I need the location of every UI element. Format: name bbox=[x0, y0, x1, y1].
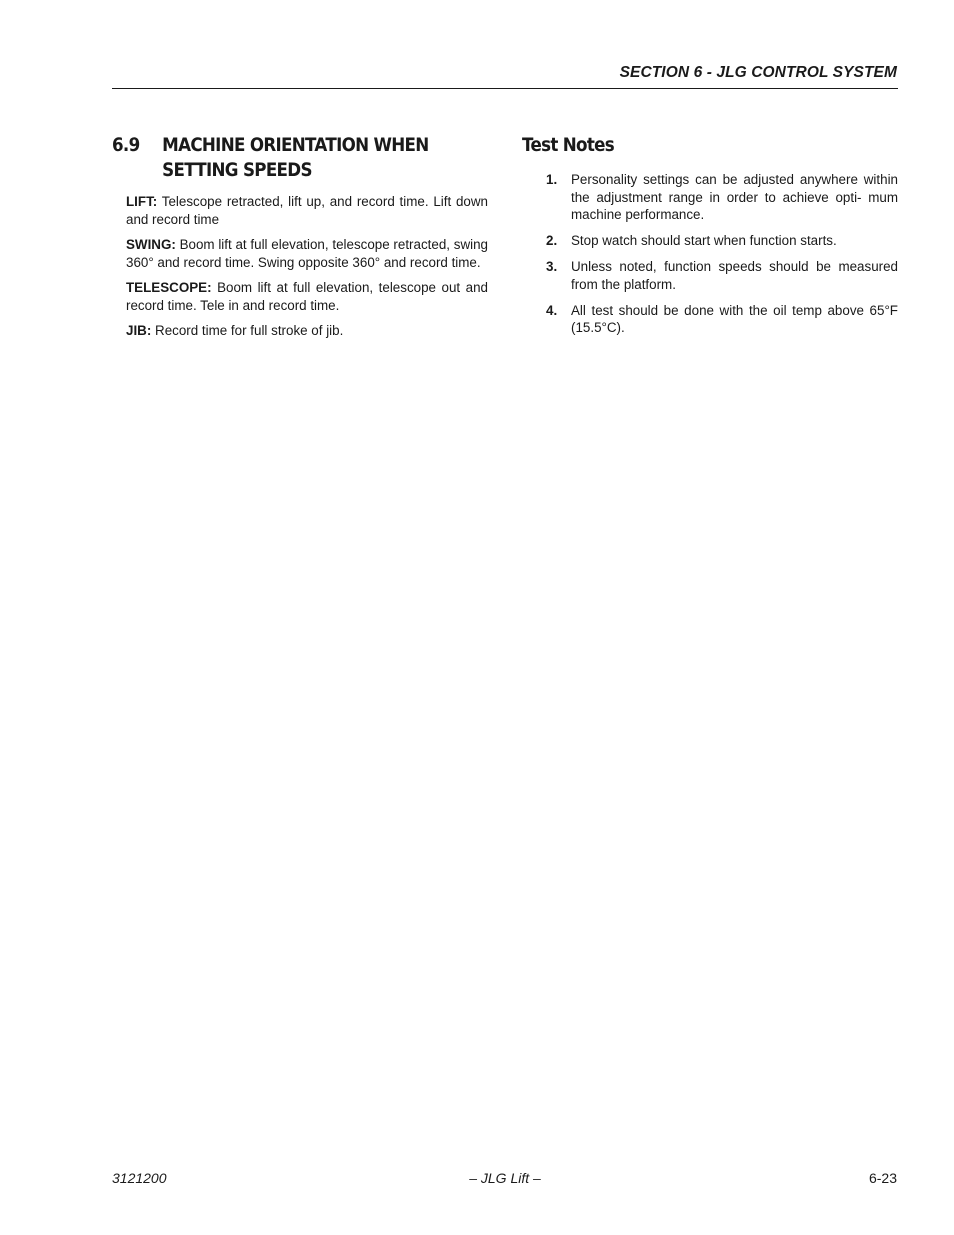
list-item bbox=[522, 232, 898, 250]
swing-paragraph bbox=[126, 236, 488, 271]
jib-label: JIB: bbox=[126, 323, 152, 338]
list-item bbox=[522, 258, 898, 293]
list-item-number: 3. bbox=[546, 259, 558, 274]
section-title bbox=[162, 133, 428, 183]
jib-paragraph bbox=[126, 322, 488, 340]
section-title-line1: MACHINE ORIENTATION WHEN bbox=[162, 134, 429, 156]
jib-text: Record time for full stroke of jib. bbox=[151, 323, 344, 338]
lift-label: LIFT: bbox=[126, 194, 158, 209]
list-item bbox=[522, 171, 898, 224]
lift-paragraph bbox=[126, 193, 488, 228]
swing-label: SWING: bbox=[126, 237, 176, 252]
telescope-paragraph bbox=[126, 279, 488, 314]
list-item-text: All test should be done with the oil temp above 65°F (15.5°C). bbox=[571, 302, 898, 335]
test-notes-heading: Test Notes bbox=[522, 134, 615, 156]
list-item-text: Personality settings can be adjusted anywhere within the adjustment range in order to achieve opti- mum machine performance. bbox=[571, 172, 898, 222]
section-number: 6.9 bbox=[112, 134, 140, 156]
section-heading bbox=[112, 133, 490, 183]
footer-page-number: 6-23 bbox=[868, 1170, 897, 1186]
list-item bbox=[522, 302, 898, 337]
left-column bbox=[112, 133, 488, 340]
test-notes-list bbox=[522, 171, 898, 337]
footer-doc-number: 3121200 bbox=[112, 1170, 167, 1186]
list-item-number: 2. bbox=[546, 233, 558, 248]
list-item-text: Stop watch should start when function starts. bbox=[571, 233, 837, 248]
telescope-text: Boom lift at full elevation, telescope out and record time. Tele in and record time. bbox=[126, 280, 488, 313]
header-divider bbox=[112, 88, 898, 89]
swing-text: Boom lift at full elevation, telescope retracted, swing 360° and record time. Swing opposite 360° and record time. bbox=[126, 237, 488, 270]
footer-publisher: – JLG Lift – bbox=[469, 1170, 541, 1186]
section-title-line2: SETTING SPEEDS bbox=[162, 159, 312, 181]
telescope-label: TELESCOPE: bbox=[126, 280, 212, 295]
list-item-text: Unless noted, function speeds should be measured from the platform. bbox=[571, 259, 898, 292]
section-header-title: SECTION 6 - JLG CONTROL SYSTEM bbox=[619, 64, 897, 81]
lift-text: Telescope retracted, lift up, and record time. Lift down and record time bbox=[126, 194, 488, 227]
right-column bbox=[522, 133, 898, 353]
list-item-number: 1. bbox=[546, 172, 558, 187]
list-item-number: 4. bbox=[546, 302, 558, 318]
